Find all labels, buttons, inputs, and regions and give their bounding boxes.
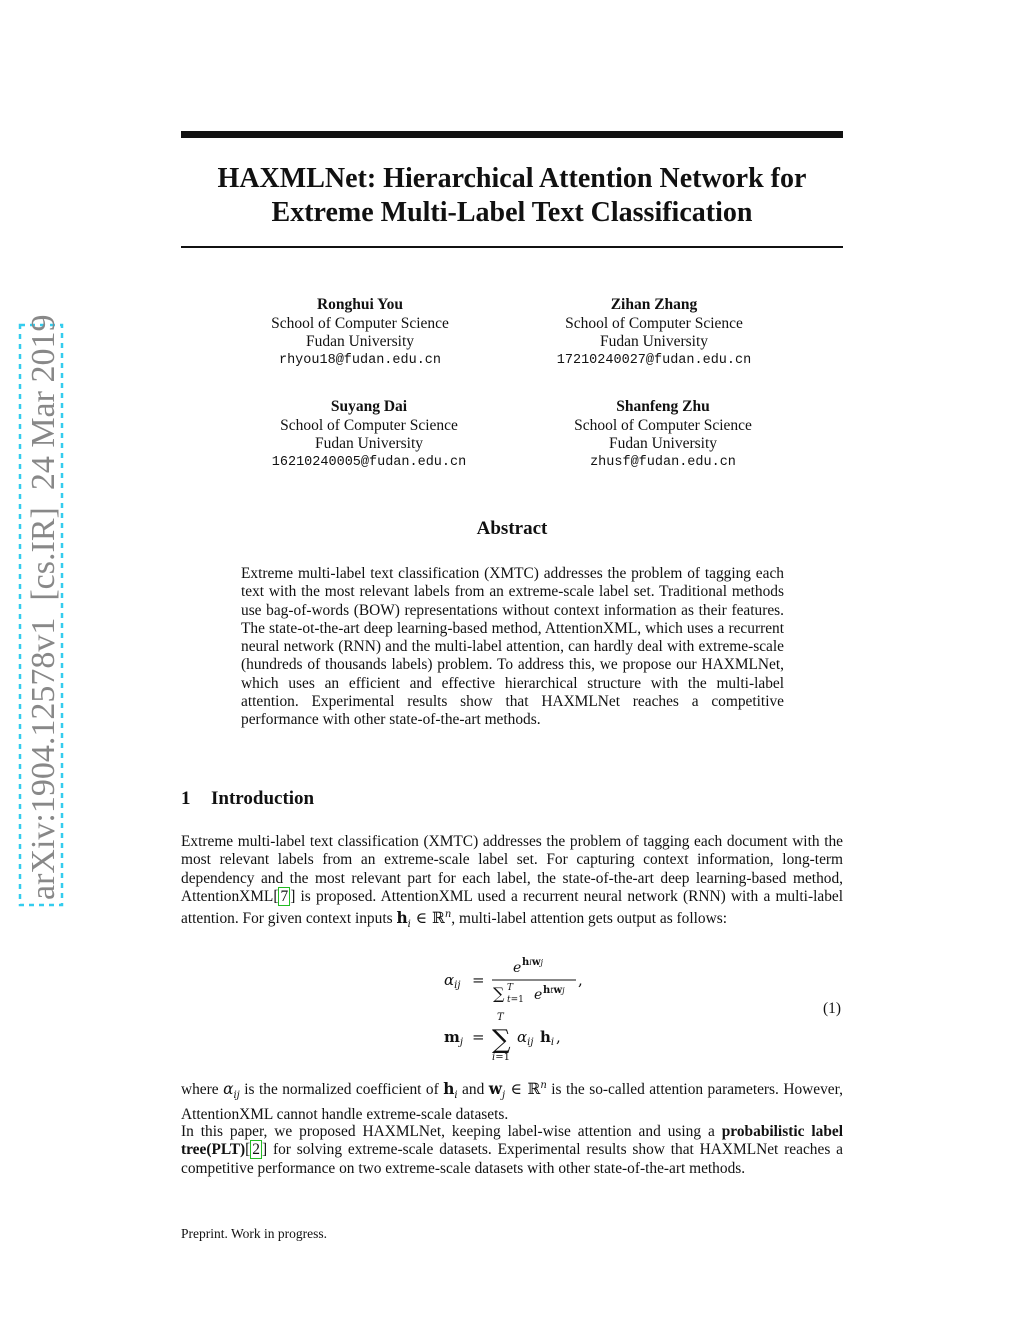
svg-text:T: T (507, 983, 514, 993)
paper-title: HAXMLNet: Hierarchical Attention Network for Extreme Multi-Label Text Classification (217, 163, 807, 228)
svg-text:hi: $h_i$ (540, 1028, 555, 1048)
svg-text:t=1: t=1 (507, 995, 524, 1005)
svg-text:αij: $\alpha_{ij}$ (517, 1028, 534, 1048)
svg-text:αij: $\alpha_{ij}$ (444, 971, 461, 991)
author-email[interactable]: 16210240005@fudan.edu.cn (271, 454, 467, 470)
author-email[interactable]: zhusf@fudan.edu.cn (590, 454, 736, 470)
author-email[interactable]: 17210240027@fudan.edu.cn (556, 352, 752, 368)
title-rule-top (181, 131, 843, 138)
equation-number: (1) (823, 1000, 841, 1017)
svg-text:=: = (472, 971, 485, 989)
author-block: Shanfeng Zhu School of Computer Science Fudan University zhusf@fudan.edu.cn (543, 398, 783, 472)
citation-link[interactable]: 2 (252, 1141, 260, 1159)
svg-text:hiwj: hiwj (522, 957, 543, 968)
svg-text:htwj: htwj (543, 985, 565, 996)
svg-text:∑: ∑ (493, 984, 505, 1003)
arxiv-stamp (0, 0, 80, 1325)
author-email[interactable]: rhyou18@fudan.edu.cn (278, 352, 442, 368)
svg-text:,: , (556, 1028, 561, 1046)
intro-paragraph-2: where $\alpha_{ij}$ is the normalized coefficient of $h_i$ and $w_j$ ∈ ℝ$^n$ is the so-called attention parameters. However, AttentionXML cannot handle extreme-scale datasets. (181, 1080, 843, 1123)
title-rule-bottom (181, 246, 843, 248)
svg-text:i=1: i=1 (492, 1052, 510, 1063)
svg-text:∑: ∑ (492, 1025, 511, 1055)
preprint-footer: Preprint. Work in progress. (181, 1226, 328, 1241)
intro-paragraph-1: Extreme multi-label text classification (XMTC) addresses the problem of tagging each document with the most relevant labels from an extreme-scale label set. For capturing context information, long-term dependency and the most relevant part for each label, the state-of-the-art deep learning-based method, AttentionXML[ 7 ] is proposed. AttentionXML used a recurrent neural network (RNN) with a multi-label attention. For given context inputs $h_i$ ∈ ℝ$^n$, multi-label attention gets output as follows: (181, 833, 843, 931)
abstract-text: Extreme multi-label text classification (XMTC) addresses the problem of tagging each text with the most relevant labels from an extreme-scale label set. Traditional methods use bag-of-words (BOW) representations without context information as their features. The state-ot-the-art deep learning-based method, AttentionXML, which uses a recurrent neural network (RNN) and the multi-label attention, can hardly deal with extreme-scale (hundreds of thousands labels) problem. To address this, we propose our HAXMLNet, which uses an efficient and effective hierarchical structure with the multi-label attention. Experimental results show that HAXMLNet reaches a competitive performance with other state-of-the-art methods. (241, 565, 784, 729)
citation-link[interactable]: 7 (280, 887, 289, 905)
abstract-heading: Abstract (476, 518, 548, 539)
svg-text:,: , (578, 971, 583, 989)
svg-text:e: e (513, 960, 522, 976)
svg-text:=: = (472, 1028, 485, 1046)
attention-equation (430, 952, 630, 1064)
author-block: Suyang Dai School of Computer Science Fudan University 16210240005@fudan.edu.cn (249, 398, 489, 472)
arxiv-stamp-text: arXiv:1904.12578v1 [cs.IR] 24 Mar 2019 (25, 314, 62, 900)
svg-text:mj: $m_j$ (444, 1028, 463, 1048)
author-block: Zihan Zhang School of Computer Science Fudan University 17210240027@fudan.edu.cn (534, 296, 774, 370)
svg-text:T: T (497, 1012, 504, 1023)
svg-text:e: e (534, 987, 543, 1003)
section-heading: 1 Introduction (181, 788, 315, 809)
intro-paragraph-3: In this paper, we proposed HAXMLNet, keeping label-wise attention and using a probabilistic label tree(PLT)[ 2 ] for solving extreme-scale datasets. Experimental results show that HAXMLNet reaches a competitive performance on two extreme-scale datasets with other state-of-the-art methods. (181, 1123, 843, 1177)
author-block: Ronghui You School of Computer Science Fudan University rhyou18@fudan.edu.cn (240, 296, 480, 370)
